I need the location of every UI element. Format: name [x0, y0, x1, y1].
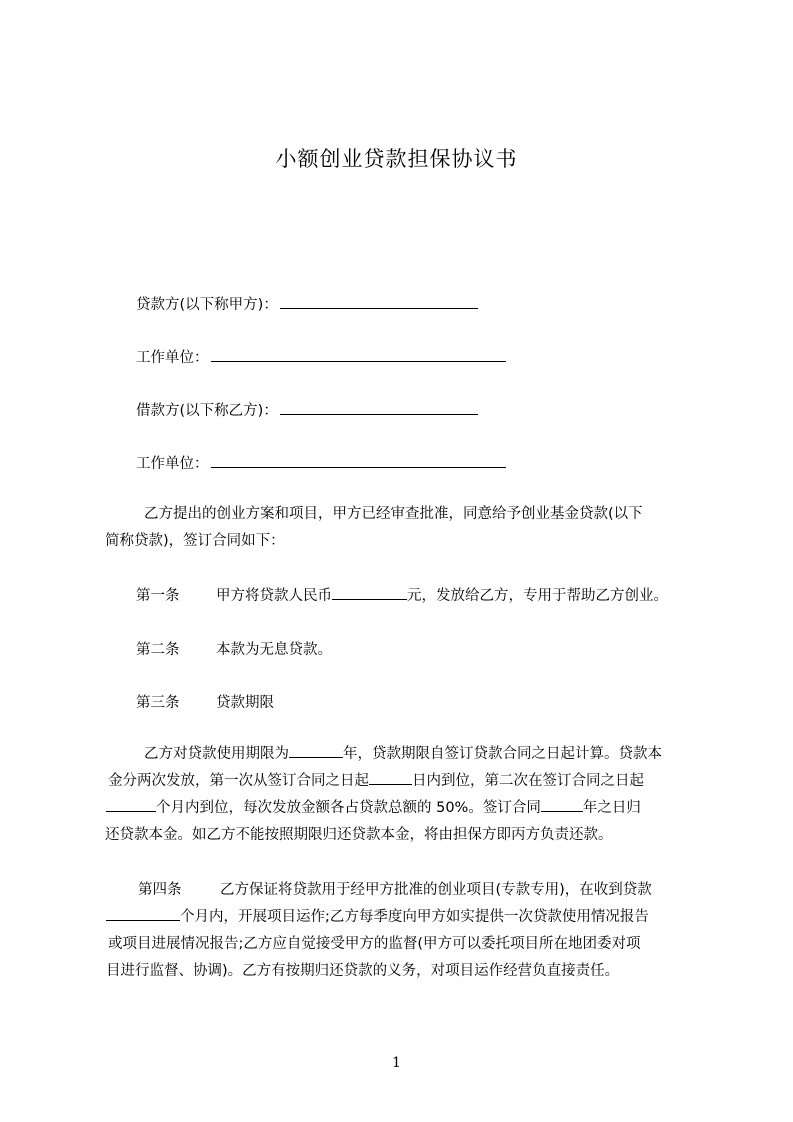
borrower-blank[interactable] — [280, 398, 478, 415]
article-1-text-b: 元，发放给乙方，专用于帮助乙方创业。 — [407, 588, 668, 604]
borrower-field — [136, 398, 478, 420]
first-disbursement-days-blank[interactable] — [369, 770, 412, 785]
term-line-3-a: 个月内到位，每次发放金额各占贷款总额的 50%。签订合同 — [156, 800, 541, 816]
article-4-label: 第四条 — [138, 882, 182, 898]
lender-workplace-field — [136, 345, 506, 367]
repayment-years-blank[interactable] — [541, 797, 583, 812]
article-1 — [136, 584, 668, 605]
article-4-line-1 — [138, 876, 652, 904]
term-line-4: 还贷款本金。如乙方不能按照期限归还贷款本金，将由担保方即丙方负责还款。 — [105, 827, 613, 843]
lender-blank[interactable] — [280, 292, 478, 309]
article-4-line-2 — [106, 903, 649, 931]
lender-workplace-blank[interactable] — [211, 345, 506, 362]
term-line-2-a: 金分两次发放，第一次从签订合同之日起 — [108, 773, 369, 789]
article-2-label: 第二条 — [136, 642, 180, 658]
article-3-text: 贷款期限 — [216, 695, 274, 711]
borrower-workplace-label: 工作单位： — [136, 456, 209, 472]
article-4-line-4: 目进行监督、协调)。乙方有按期归还贷款的义务，对项目运作经营负直接责任。 — [106, 963, 620, 979]
term-line-3 — [106, 794, 641, 822]
document-title: 小额创业贷款担保协议书 — [275, 147, 518, 171]
term-line-3-b: 年之日归 — [582, 800, 641, 816]
page-number: 1 — [392, 1055, 401, 1071]
article-4-text-1: 乙方保证将贷款用于经甲方批准的创业项目(专款专用)，在收到贷款 — [220, 882, 652, 898]
lender-label: 贷款方(以下称甲方)： — [136, 297, 278, 313]
article-3-label: 第三条 — [136, 695, 180, 711]
term-line-1-b: 年，贷款期限自签订贷款合同之日起计算。贷款本 — [343, 746, 662, 762]
term-line-2-b: 日内到位，第二次在签订合同之日起 — [412, 773, 644, 789]
article-2-text: 本款为无息贷款。 — [216, 642, 332, 658]
term-line-1-a: 乙方对贷款使用期限为 — [144, 746, 289, 762]
project-start-months-blank[interactable] — [106, 906, 180, 921]
article-1-text-a: 甲方将贷款人民币 — [216, 588, 332, 604]
article-1-label: 第一条 — [136, 588, 180, 604]
article-3 — [136, 691, 274, 712]
article-4-text-2: 个月内，开展项目运作;乙方每季度向甲方如实提供一次贷款使用情况报告 — [180, 909, 649, 925]
borrower-workplace-field — [136, 451, 506, 473]
intro-line-1: 乙方提出的创业方案和项目，甲方已经审查批准，同意给予创业基金贷款(以下 — [144, 506, 643, 522]
lender-workplace-label: 工作单位： — [136, 350, 209, 366]
amount-blank[interactable] — [332, 585, 407, 600]
borrower-workplace-blank[interactable] — [211, 451, 506, 468]
term-line-2 — [108, 767, 644, 795]
intro-line-2: 简称贷款)，签订合同如下： — [105, 533, 285, 549]
term-line-1 — [144, 740, 662, 768]
article-4-line-3: 或项目进展情况报告;乙方应自觉接受甲方的监督(甲方可以委托项目所在地团委对项 — [108, 936, 641, 952]
lender-field — [136, 292, 478, 314]
second-disbursement-months-blank[interactable] — [106, 797, 156, 812]
term-years-blank[interactable] — [289, 743, 343, 758]
article-2 — [136, 638, 332, 659]
borrower-label: 借款方(以下称乙方)： — [136, 403, 278, 419]
